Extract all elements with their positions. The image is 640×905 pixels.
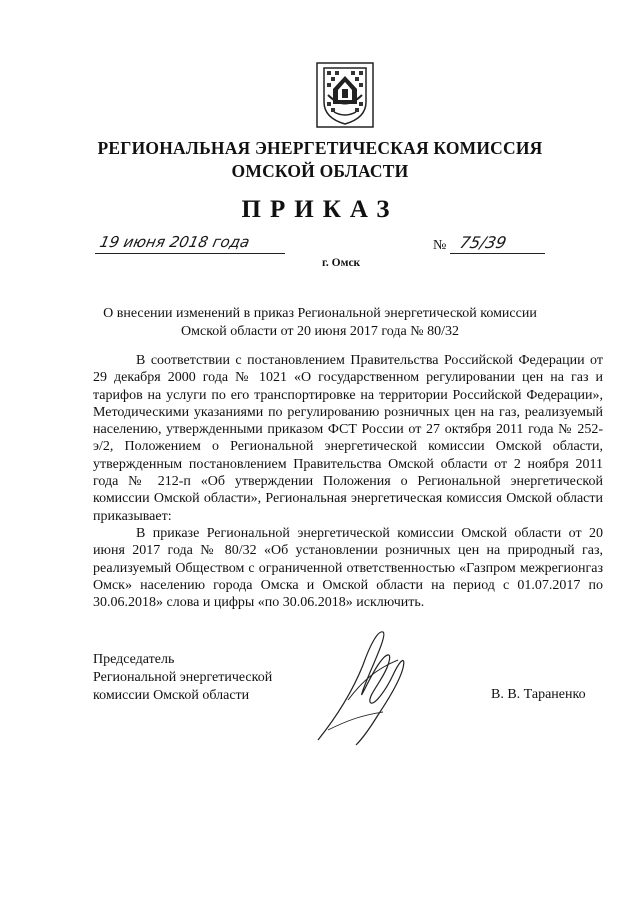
document-city: г. Омск [322, 257, 361, 269]
document-body [93, 352, 603, 611]
document-date-handwritten: 19 июня 2018 года [98, 233, 252, 251]
signatory-title-line1: Председатель [93, 652, 175, 667]
subject-line1: О внесении изменений в приказ Региональной энергетической комиссии [103, 306, 537, 321]
date-underline [95, 253, 285, 254]
document-number-label: № [433, 238, 447, 253]
subject-line2: Омской области от 20 июня 2017 года № 80/32 [181, 324, 459, 339]
body-paragraph-preamble: В соответствии с постановлением Правительства Российской Федерации от 29 декабря 2000 года № 1021 «О государственном регулировании цен на газ и тарифов на услуги по его транспортировке на территории Российской Федерации», Методическими указаниями по регулированию розничных цен на газ, реализуемый населению, утвержденными приказом ФСТ России от 27 октября 2011 года № 252-э/2, Положением о Региональной энергетической комиссии Омской области, утвержденным постановлением Правительства Омской области от 2 ноября 2011 года № 212-п «Об утверждении Положения о Региональной энергетической комиссии Омской области», Региональная энергетическая комиссия Омской области приказывает: [93, 353, 603, 524]
coat-of-arms-emblem [316, 62, 374, 128]
number-underline [450, 253, 545, 254]
organization-name-line2: ОМСКОЙ ОБЛАСТИ [231, 161, 409, 181]
document-number-handwritten: 75/39 [457, 233, 509, 252]
document-subject [80, 305, 560, 341]
body-paragraph-order: В приказе Региональной энергетической комиссии Омской области от 20 июня 2017 года № 80/32 «Об установлении розничных цен на природный газ, реализуемый Обществом с ограниченной ответственностью «Газпром межрегионгаз Омск» населению города Омска и Омской области на период с 01.07.2017 по 30.06.2018» слова и цифры «по 30.06.2018» исключить. [93, 525, 603, 611]
organization-name-line1: РЕГИОНАЛЬНАЯ ЭНЕРГЕТИЧЕСКАЯ КОМИССИЯ [97, 138, 543, 158]
signatory-title-line3: комиссии Омской области [93, 688, 250, 703]
signatory-name: В. В. Тараненко [491, 687, 586, 702]
document-type-title: ПРИКАЗ [241, 196, 399, 223]
signatory-title-line2: Региональной энергетической [93, 670, 273, 685]
handwritten-signature [308, 620, 418, 750]
signatory-title [93, 651, 272, 705]
